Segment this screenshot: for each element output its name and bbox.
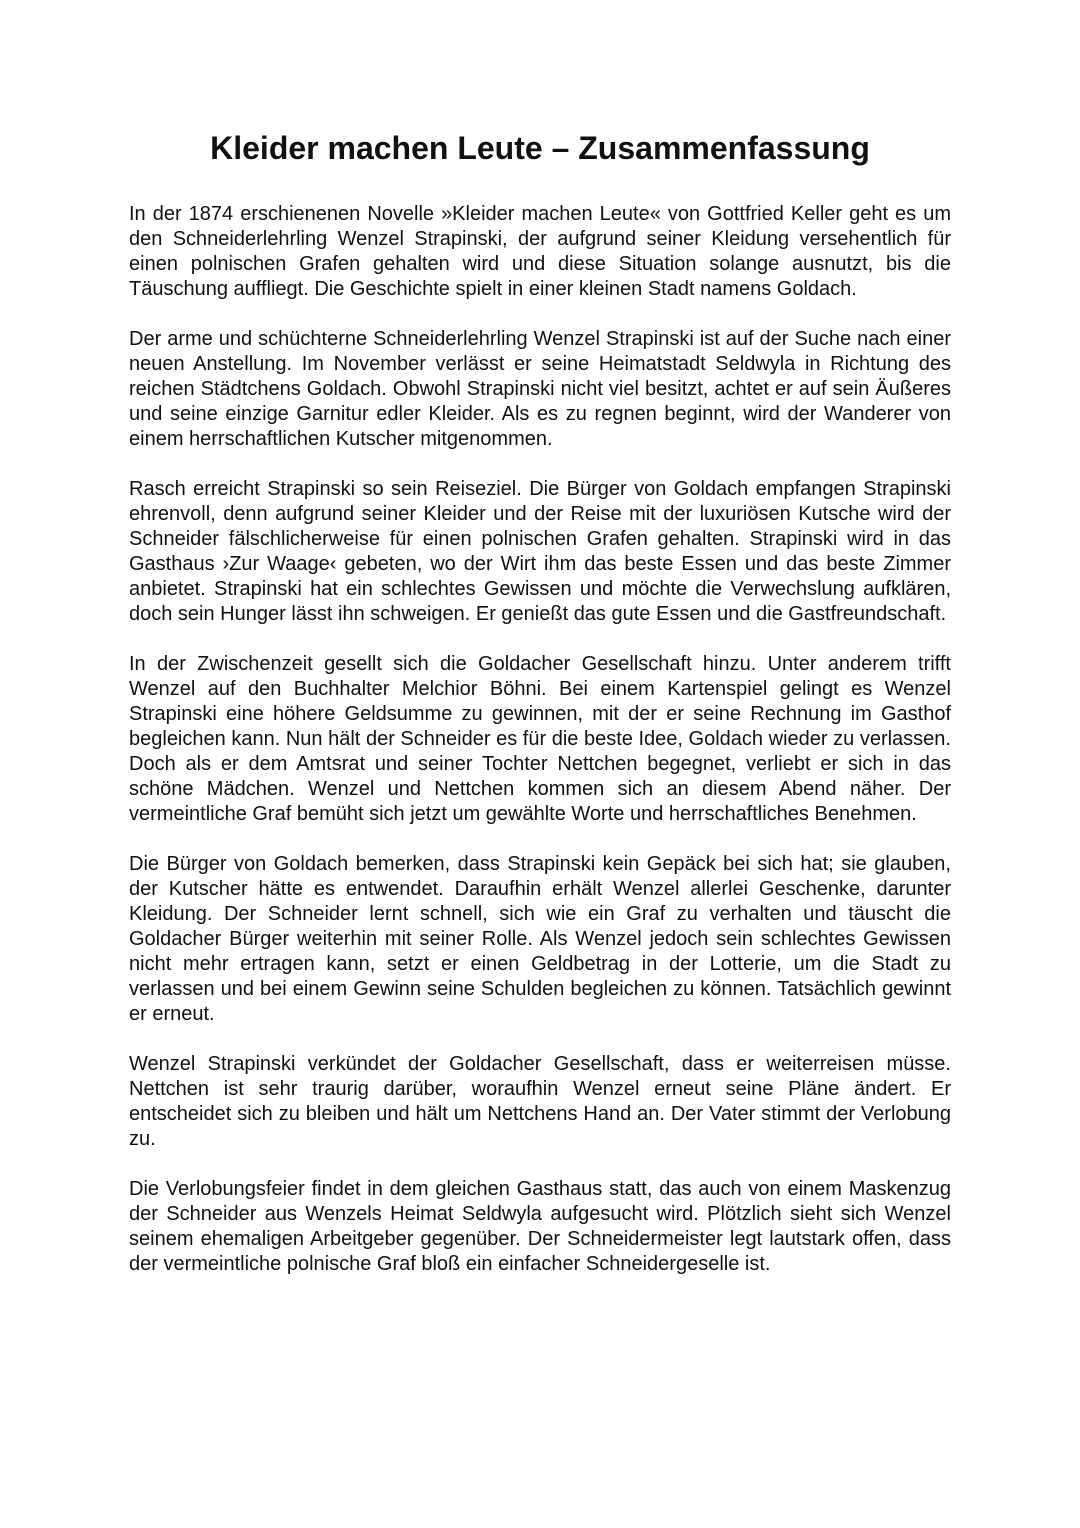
document-body — [129, 202, 951, 1302]
paragraph-intro: In der 1874 erschienenen Novelle »Kleider machen Leute« von Gottfried Keller geht es um den Schneiderlehrling Wenzel Strapinski, der aufgrund seiner Kleidung versehentlich für einen polnischen Grafen gehalten wird und diese Situation solange ausnutzt, bis die Täuschung auffliegt. Die Geschichte spielt in einer kleinen Stadt namens Goldach. — [129, 203, 951, 300]
document-title: Kleider machen Leute – Zusammenfassung — [210, 130, 870, 166]
paragraph-gifts: Die Bürger von Goldach bemerken, dass Strapinski kein Gepäck bei sich hat; sie glauben, der Kutscher hätte es entwendet. Daraufhin erhält Wenzel allerlei Geschenke, darunter Kleidung. Der Schneider lernt schnell, sich wie ein Graf zu verhalten und täuscht die Goldacher Bürger weiterhin mit seiner Rolle. Als Wenzel jedoch sein schlechtes Gewissen nicht mehr ertragen kann, setzt er einen Geldbetrag in der Lotterie, um die Stadt zu verlassen und bei einem Gewinn seine Schulden begleichen zu können. Tatsächlich gewinnt er erneut. — [129, 853, 951, 1025]
paragraph-revelation: Die Verlobungsfeier findet in dem gleichen Gasthaus statt, das auch von einem Maskenzug der Schneider aus Wenzels Heimat Seldwyla aufgesucht wird. Plötzlich sieht sich Wenzel seinem ehemaligen Arbeitgeber gegenüber. Der Schneidermeister legt lautstark offen, dass der vermeintliche polnische Graf bloß ein einfacher Schneidergeselle ist. — [129, 1178, 951, 1275]
paragraph-society: In der Zwischenzeit gesellt sich die Goldacher Gesellschaft hinzu. Unter anderem trifft Wenzel auf den Buchhalter Melchior Böhni. Bei einem Kartenspiel gelingt es Wenzel Strapinski eine höhere Geldsumme zu gewinnen, mit der er seine Rechnung im Gasthof begleichen kann. Nun hält der Schneider es für die beste Idee, Goldach wieder zu verlassen. Doch als er dem Amtsrat und seiner Tochter Nettchen begegnet, verliebt er sich in das schöne Mädchen. Wenzel und Nettchen kommen sich an diesem Abend näher. Der vermeintliche Graf bemüht sich jetzt um gewählte Worte und herrschaftliches Benehmen. — [129, 653, 951, 825]
paragraph-engagement: Wenzel Strapinski verkündet der Goldacher Gesellschaft, dass er weiterreisen müsse. Nettchen ist sehr traurig darüber, woraufhin Wenzel erneut seine Pläne ändert. Er entscheidet sich zu bleiben und hält um Nettchens Hand an. Der Vater stimmt der Verlobung zu. — [129, 1053, 951, 1150]
paragraph-departure: Der arme und schüchterne Schneiderlehrling Wenzel Strapinski ist auf der Suche nach einer neuen Anstellung. Im November verlässt er seine Heimatstadt Seldwyla in Richtung des reichen Städtchens Goldach. Obwohl Strapinski nicht viel besitzt, achtet er auf sein Äußeres und seine einzige Garnitur edler Kleider. Als es zu regnen beginnt, wird der Wanderer von einem herrschaftlichen Kutscher mitgenommen. — [129, 328, 951, 450]
paragraph-arrival: Rasch erreicht Strapinski so sein Reiseziel. Die Bürger von Goldach empfangen Strapinski ehrenvoll, denn aufgrund seiner Kleider und der Reise mit der luxuriösen Kutsche wird der Schneider fälschlicherweise für einen polnischen Grafen gehalten. Strapinski wird in das Gasthaus ›Zur Waage‹ gebeten, wo der Wirt ihm das beste Essen und das beste Zimmer anbietet. Strapinski hat ein schlechtes Gewissen und möchte die Verwechslung aufklären, doch sein Hunger lässt ihn schweigen. Er genießt das gute Essen und die Gastfreundschaft. — [129, 478, 951, 625]
